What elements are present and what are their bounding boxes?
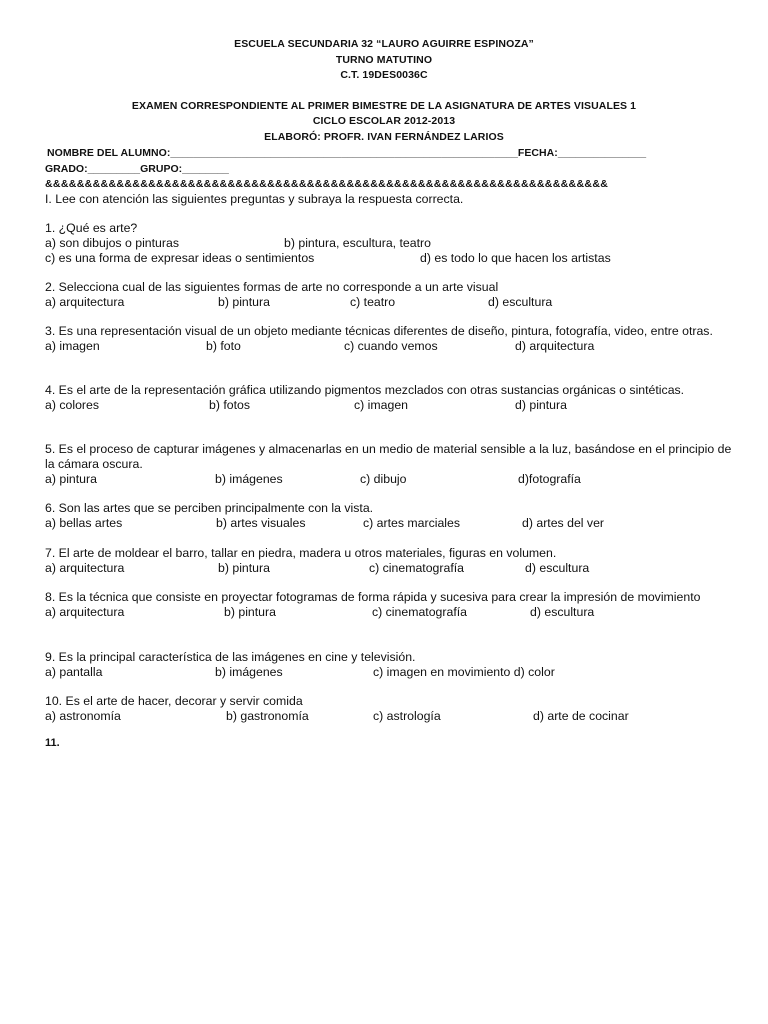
option-a[interactable]: a) imagen <box>45 339 100 353</box>
option-a[interactable]: a) pintura <box>45 472 97 486</box>
option-c[interactable]: c) dibujo <box>360 472 407 486</box>
option-a[interactable]: a) astronomía <box>45 709 121 723</box>
option-d[interactable]: d) escultura <box>488 295 553 309</box>
option-d[interactable]: d) escultura <box>525 561 590 575</box>
option-a[interactable]: a) son dibujos o pinturas <box>45 236 179 250</box>
question-text: 6. Son las artes que se perciben principalmente con la vista. <box>45 501 374 515</box>
option-b[interactable]: b) imágenes <box>215 472 283 486</box>
school-name: ESCUELA SECUNDARIA 32 “LAURO AGUIRRE ESPINOZA” <box>234 38 534 50</box>
option-d[interactable]: d) escultura <box>530 605 595 619</box>
option-d[interactable]: d) artes del ver <box>522 516 605 530</box>
question-text: 7. El arte de moldear el barro, tallar en piedra, madera u otros materiales, figuras en volumen. <box>45 546 557 560</box>
student-name-field[interactable]: NOMBRE DEL ALUMNO:___________________________________________________________FECHA:_______________ <box>47 147 647 159</box>
option-d[interactable]: d) es todo lo que hacen los artistas <box>420 251 611 265</box>
option-c[interactable]: c) astrología <box>373 709 441 723</box>
question-6 <box>45 501 735 531</box>
question-text: 8. Es la técnica que consiste en proyectar fotogramas de forma rápida y sucesiva para crear la impresión de movimiento <box>45 590 701 604</box>
option-d[interactable]: d) arquitectura <box>515 339 595 353</box>
option-b[interactable]: b) pintura, escultura, teatro <box>284 236 431 250</box>
option-b[interactable]: b) gastronomía <box>226 709 309 723</box>
question-7 <box>45 546 735 576</box>
question-4 <box>45 383 735 413</box>
question-text: 3. Es una representación visual de un objeto mediante técnicas diferentes de diseño, pintura, fotografía, video, entre otras. <box>45 324 713 338</box>
question-text: 1. ¿Qué es arte? <box>45 221 138 235</box>
author: ELABORÓ: PROFR. IVAN FERNÁNDEZ LARIOS <box>264 131 504 143</box>
question-5 <box>45 442 735 487</box>
option-c[interactable]: c) artes marciales <box>363 516 461 530</box>
question-text: 10. Es el arte de hacer, decorar y servir comida <box>45 694 303 708</box>
option-d[interactable]: d) arte de cocinar <box>533 709 629 723</box>
option-a[interactable]: a) arquitectura <box>45 605 125 619</box>
option-a[interactable]: a) pantalla <box>45 665 103 679</box>
option-b[interactable]: b) imágenes <box>215 665 283 679</box>
option-a[interactable]: a) arquitectura <box>45 561 125 575</box>
question-3 <box>45 324 735 354</box>
option-a[interactable]: a) colores <box>45 398 99 412</box>
question-9 <box>45 650 735 680</box>
option-b[interactable]: b) pintura <box>224 605 276 619</box>
exam-title: EXAMEN CORRESPONDIENTE AL PRIMER BIMESTRE DE LA ASIGNATURA DE ARTES VISUALES 1 <box>131 100 637 112</box>
option-a[interactable]: a) arquitectura <box>45 295 125 309</box>
option-c[interactable]: c) cuando vemos <box>344 339 438 353</box>
question-2 <box>45 280 735 310</box>
option-b[interactable]: b) pintura <box>218 561 270 575</box>
question-1 <box>45 221 735 266</box>
question-10 <box>45 694 735 724</box>
separator: &&&&&&&&&&&&&&&&&&&&&&&&&&&&&&&&&&&&&&&&&&&&&&&&&&&&&&&&&&&&&&&&&&&&&&& <box>45 178 609 190</box>
option-c[interactable]: c) imagen <box>354 398 408 412</box>
school-year: CICLO ESCOLAR 2012-2013 <box>312 115 456 127</box>
question-text: 5. Es el proceso de capturar imágenes y almacenarlas en un medio de material sensible a la luz, basándose en el principio de la cámara oscura. <box>45 442 732 471</box>
instructions: I. Lee con atención las siguientes preguntas y subraya la respuesta correcta. <box>45 192 464 206</box>
option-d[interactable]: d)fotografía <box>518 472 581 486</box>
ct-code: C.T. 19DES0036C <box>340 69 428 81</box>
option-c[interactable]: c) es una forma de expresar ideas o sentimientos <box>45 251 315 265</box>
question-text: 9. Es la principal característica de las imágenes en cine y televisión. <box>45 650 416 664</box>
option-b[interactable]: b) pintura <box>218 295 270 309</box>
question-text: 4. Es el arte de la representación gráfica utilizando pigmentos mezclados con otras sustancias orgánicas o sintéticas. <box>45 383 685 397</box>
option-c[interactable]: c) teatro <box>350 295 396 309</box>
option-a[interactable]: a) bellas artes <box>45 516 123 530</box>
option-c[interactable]: c) cinematografía <box>372 605 468 619</box>
option-b[interactable]: b) fotos <box>209 398 251 412</box>
option-c[interactable]: c) imagen en movimiento d) color <box>373 665 555 679</box>
question-11-number: 11. <box>45 737 60 749</box>
option-b[interactable]: b) artes visuales <box>216 516 306 530</box>
grade-group-field[interactable]: GRADO:_________GRUPO:________ <box>45 163 229 175</box>
question-text: 2. Selecciona cual de las siguientes formas de arte no corresponde a un arte visual <box>45 280 499 294</box>
question-8 <box>45 590 735 620</box>
option-b[interactable]: b) foto <box>206 339 241 353</box>
shift: TURNO MATUTINO <box>335 54 433 66</box>
option-c[interactable]: c) cinematografía <box>369 561 465 575</box>
option-d[interactable]: d) pintura <box>515 398 567 412</box>
